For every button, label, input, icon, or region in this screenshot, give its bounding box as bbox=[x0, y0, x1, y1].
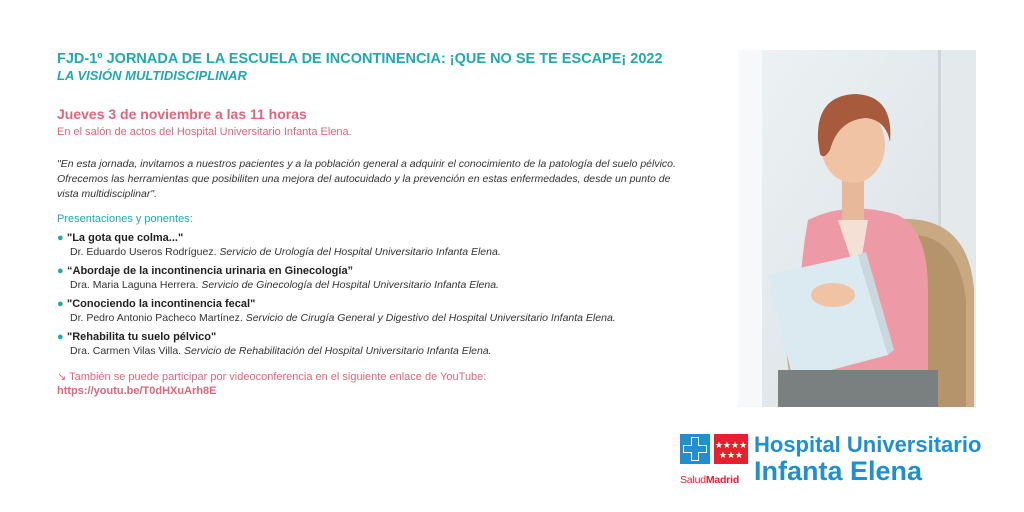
event-subtitle: LA VISIÓN MULTIDISCIPLINAR bbox=[57, 68, 247, 83]
talk-title: "Conociendo la incontinencia fecal" bbox=[67, 298, 256, 310]
hospital-logo bbox=[680, 432, 990, 492]
hospital-name-line1: Hospital Universitario bbox=[754, 432, 982, 457]
svg-text:★★★★: ★★★★ bbox=[714, 441, 748, 451]
salud-madrid-text: SaludMadrid bbox=[680, 474, 740, 486]
talk-title: "Rehabilita tu suelo pélvico" bbox=[67, 331, 217, 343]
talk-speaker: Dr. Pedro Antonio Pacheco Martínez. bbox=[70, 312, 243, 324]
event-date: Jueves 3 de noviembre a las 11 horas bbox=[57, 106, 307, 122]
talk-service: Servicio de Rehabilitación del Hospital Universitario Infanta Elena. bbox=[184, 345, 492, 357]
talk-speaker: Dra. Maria Laguna Herrera. bbox=[70, 279, 199, 291]
talk-item bbox=[57, 297, 697, 325]
talk-service: Servicio de Urología del Hospital Universitario Infanta Elena. bbox=[219, 246, 501, 258]
talk-service: Servicio de Ginecología del Hospital Universitario Infanta Elena. bbox=[201, 279, 499, 291]
bullet-icon: ● bbox=[57, 298, 64, 310]
hospital-name-line2: Infanta Elena bbox=[754, 456, 923, 486]
bullet-icon: ● bbox=[57, 331, 64, 343]
talk-speaker: Dra. Carmen Vilas Villa. bbox=[70, 345, 182, 357]
event-content bbox=[57, 50, 697, 398]
talk-item bbox=[57, 231, 697, 259]
youtube-link[interactable]: https://youtu.be/T0dHXuArh8E bbox=[57, 385, 217, 397]
talk-title: “Abordaje de la incontinencia urinaria en Ginecología” bbox=[67, 265, 354, 277]
woman-reading-photo bbox=[738, 50, 976, 407]
talk-item bbox=[57, 264, 697, 292]
youtube-text: También se puede participar por videoconferencia en el siguiente enlace de YouTube: bbox=[69, 371, 487, 383]
talk-title: "La gota que colma..." bbox=[67, 232, 184, 244]
youtube-note bbox=[57, 370, 697, 384]
talk-service: Servicio de Cirugía General y Digestivo del Hospital Universitario Infanta Elena. bbox=[245, 312, 616, 324]
bullet-icon: ● bbox=[57, 232, 64, 244]
svg-text:★★★: ★★★ bbox=[718, 451, 744, 461]
arrow-down-right-icon: ↘ bbox=[57, 371, 67, 383]
talk-speaker: Dr. Eduardo Useros Rodríguez. bbox=[70, 246, 217, 258]
presentations-heading: Presentaciones y ponentes: bbox=[57, 213, 193, 225]
event-title: FJD-1º JORNADA DE LA ESCUELA DE INCONTINENCIA: ¡QUE NO SE TE ESCAPE¡ 2022 bbox=[57, 51, 663, 67]
event-intro: "En esta jornada, invitamos a nuestros pacientes y a la población general a adquirir el conocimiento de la patología del suelo pélvico. Ofrecemos las herramientas que posibiliten una mejora del autocuidado y la prevención en estas enfermedades, desde un punto de vista multidisciplinar". bbox=[57, 158, 676, 200]
event-location: En el salón de actos del Hospital Universitario Infanta Elena. bbox=[57, 126, 352, 138]
talk-item bbox=[57, 330, 697, 358]
bullet-icon: ● bbox=[57, 265, 64, 277]
